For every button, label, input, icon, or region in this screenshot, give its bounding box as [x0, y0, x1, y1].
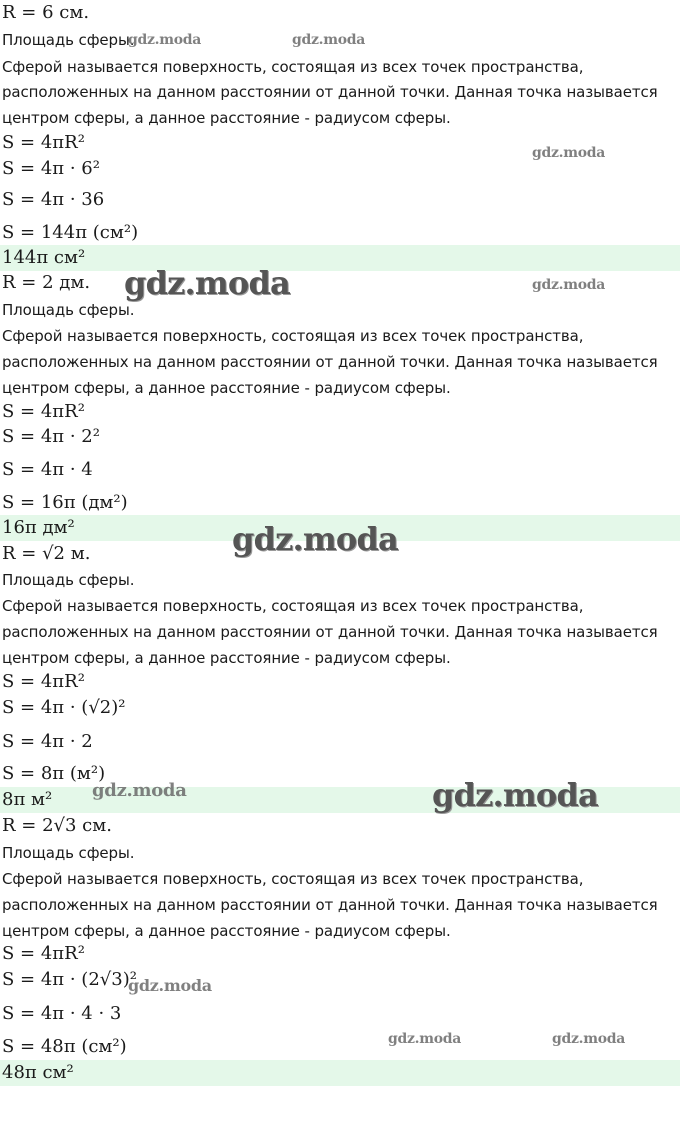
- definition-line: центром сферы, а данное расстояние - радиусом сферы.: [2, 922, 451, 940]
- definition-line: расположенных на данном расстоянии от данной точки. Данная точка называется: [2, 623, 658, 641]
- definition-line: расположенных на данном расстоянии от данной точки. Данная точка называется: [2, 353, 658, 371]
- given-radius: R = 6 см.: [2, 2, 90, 23]
- definition-line: Сферой называется поверхность, состоящая из всех точек пространства,: [2, 327, 584, 345]
- formula-result: S = 144π (см²): [2, 222, 139, 243]
- formula-step: S = 4πR²: [2, 401, 85, 422]
- definition-line: центром сферы, а данное расстояние - радиусом сферы.: [2, 649, 451, 667]
- section-title: Площадь сферы.: [2, 844, 135, 862]
- answer-text: 8π м²: [2, 789, 53, 810]
- section-title: Площадь сферы.: [2, 571, 135, 589]
- given-radius: R = 2 дм.: [2, 272, 91, 293]
- definition-line: центром сферы, а данное расстояние - радиусом сферы.: [2, 109, 451, 127]
- given-radius: R = √2 м.: [2, 543, 91, 564]
- formula-step: S = 4π · 2: [2, 731, 93, 752]
- answer-row: [0, 1060, 680, 1086]
- watermark: gdz.moda: [552, 1031, 626, 1047]
- watermark: gdz.moda: [128, 976, 212, 995]
- section-title: Площадь сферы.: [2, 31, 135, 49]
- formula-step: S = 4π · 6²: [2, 158, 100, 179]
- definition-line: центром сферы, а данное расстояние - радиусом сферы.: [2, 379, 451, 397]
- formula-result: S = 16π (дм²): [2, 492, 128, 513]
- answer-text: 144π см²: [2, 247, 86, 268]
- watermark: gdz.moda: [124, 264, 290, 302]
- definition-line: Сферой называется поверхность, состоящая из всех точек пространства,: [2, 597, 584, 615]
- formula-result: S = 8π (м²): [2, 763, 106, 784]
- formula-step: S = 4πR²: [2, 671, 85, 692]
- answer-row: [0, 245, 680, 271]
- given-radius: R = 2√3 см.: [2, 815, 112, 836]
- formula-step: S = 4π · 4 · 3: [2, 1003, 122, 1024]
- watermark: gdz.moda: [232, 520, 398, 558]
- definition-line: Сферой называется поверхность, состоящая из всех точек пространства,: [2, 870, 584, 888]
- formula-step: S = 4πR²: [2, 943, 85, 964]
- definition-line: расположенных на данном расстоянии от данной точки. Данная точка называется: [2, 896, 658, 914]
- answer-text: 48π см²: [2, 1062, 74, 1083]
- formula-step: S = 4π · 2²: [2, 426, 100, 447]
- definition-line: расположенных на данном расстоянии от данной точки. Данная точка называется: [2, 83, 658, 101]
- watermark: gdz.moda: [292, 32, 366, 48]
- formula-step: S = 4π · 36: [2, 189, 105, 210]
- formula-step: S = 4π · (2√3)²: [2, 969, 137, 990]
- section-title: Площадь сферы.: [2, 301, 135, 319]
- watermark: gdz.moda: [92, 780, 187, 801]
- watermark: gdz.moda: [128, 32, 202, 48]
- definition-line: Сферой называется поверхность, состоящая из всех точек пространства,: [2, 58, 584, 76]
- watermark: gdz.moda: [432, 776, 598, 814]
- answer-text: 16π дм²: [2, 517, 75, 538]
- formula-step: S = 4π · 4: [2, 459, 93, 480]
- watermark: gdz.moda: [388, 1031, 462, 1047]
- watermark: gdz.moda: [532, 277, 606, 293]
- formula-step: S = 4πR²: [2, 132, 85, 153]
- watermark: gdz.moda: [532, 145, 606, 161]
- formula-result: S = 48π (см²): [2, 1036, 127, 1057]
- formula-step: S = 4π · (√2)²: [2, 697, 126, 718]
